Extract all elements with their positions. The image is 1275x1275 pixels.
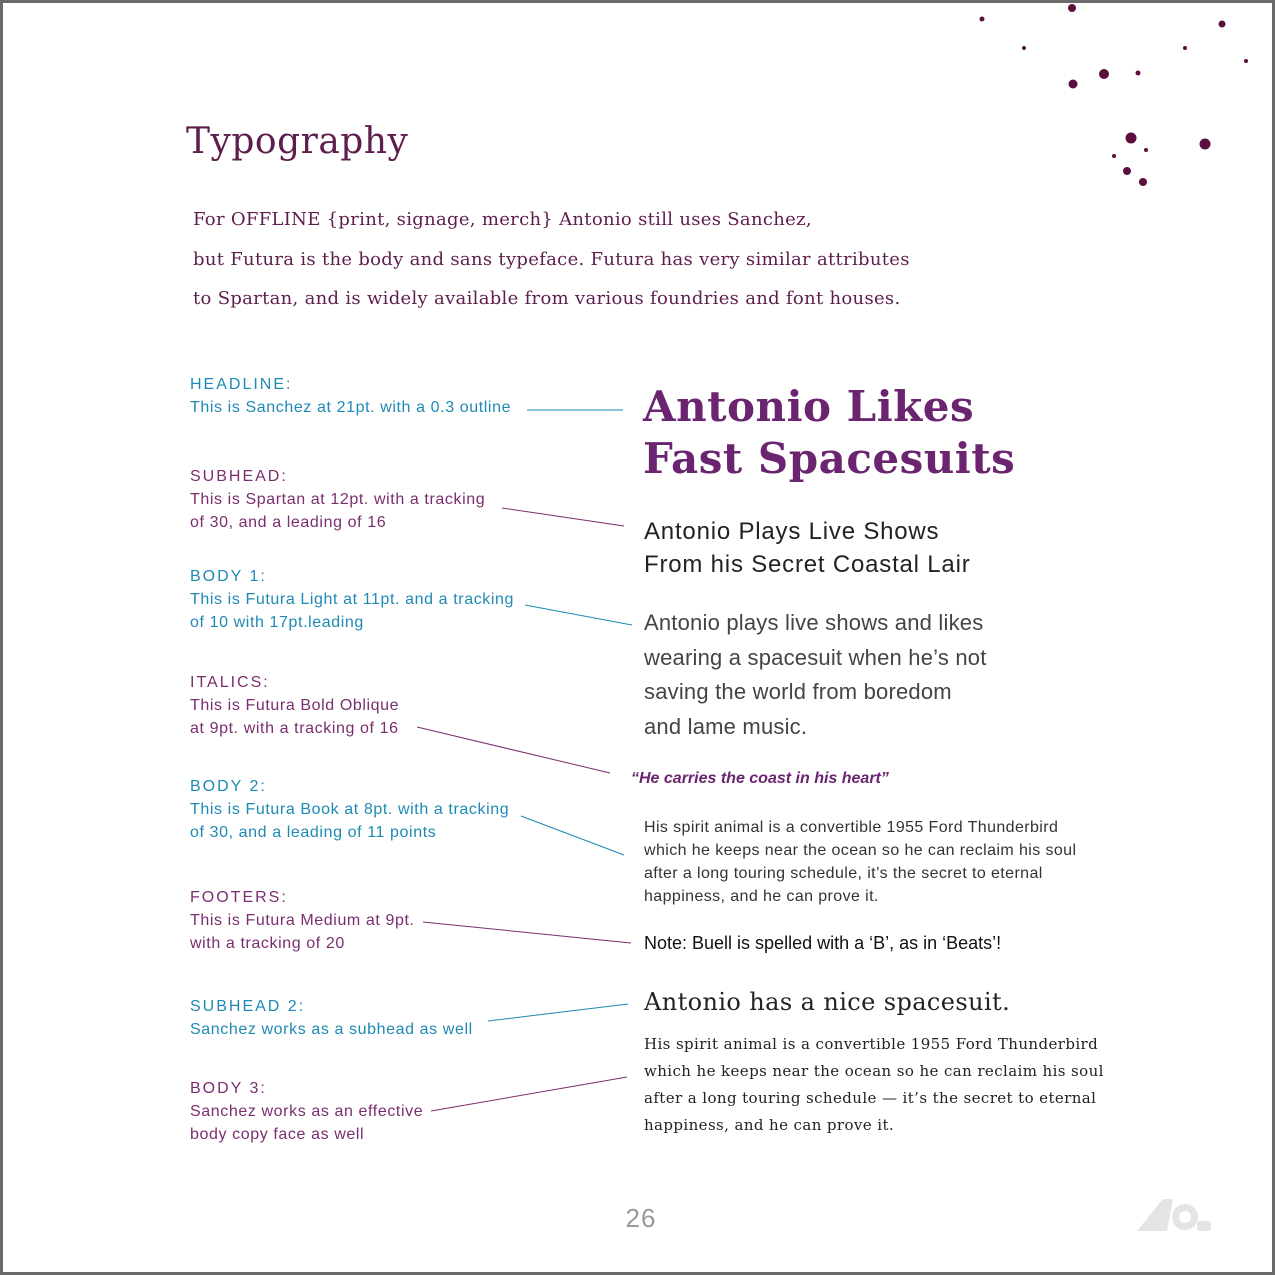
example-line: From his Secret Coastal Lair — [644, 551, 971, 578]
spec-heading: BODY 1: — [190, 568, 267, 585]
spec-line: of 30, and a leading of 11 points — [190, 824, 437, 841]
example-line: happiness, and he can prove it. — [644, 888, 879, 905]
example-line: and lame music. — [644, 713, 808, 739]
spec-line: This is Futura Book at 8pt. with a tracking — [190, 801, 510, 818]
page-title: Typography — [186, 121, 409, 162]
example-line: His spirit animal is a convertible 1955 Ford Thunderbird — [644, 819, 1059, 836]
spec-heading: BODY 2: — [190, 778, 267, 795]
example-line: His spirit animal is a convertible 1955 Ford Thunderbird — [644, 1035, 1099, 1053]
page-number: 26 — [625, 1203, 657, 1233]
spec-heading: ITALICS: — [190, 674, 270, 691]
spec-heading: SUBHEAD 2: — [190, 998, 306, 1015]
spec-body-1 — [190, 565, 514, 634]
example-line: saving the world from boredom — [644, 679, 952, 704]
example-subhead — [644, 515, 971, 581]
intro-line-3: to Spartan, and is widely available from various foundries and font houses. — [193, 288, 901, 309]
spec-heading: BODY 3: — [190, 1080, 267, 1097]
spec-line: of 10 with 17pt.leading — [190, 614, 364, 631]
example-line: wearing a spacesuit when he’s not — [644, 644, 987, 670]
spec-heading: HEADLINE: — [190, 376, 293, 393]
example-headline — [643, 381, 1015, 485]
spec-heading: FOOTERS: — [190, 889, 288, 906]
example-body-3 — [644, 1031, 1104, 1139]
example-line: Antonio plays live shows and likes — [644, 610, 984, 635]
example-line: Antonio Likes — [643, 382, 975, 431]
spec-line: with a tracking of 20 — [190, 935, 345, 952]
example-subhead-2: Antonio has a nice spacesuit. — [644, 988, 1011, 1016]
example-line: after a long touring schedule — it’s the secret to eternal — [644, 1089, 1097, 1107]
example-line: which he keeps near the ocean so he can reclaim his soul — [644, 842, 1077, 859]
example-line: which he keeps near the ocean so he can reclaim his soul — [644, 1062, 1104, 1080]
spec-body-3 — [190, 1077, 423, 1146]
spec-line: This is Futura Medium at 9pt. — [190, 912, 415, 929]
spec-subhead-2 — [190, 995, 473, 1041]
spec-line: This is Sanchez at 21pt. with a 0.3 outline — [190, 399, 512, 416]
example-footer: Note: Buell is spelled with a ‘B’, as in ‘Beats’! — [644, 933, 1002, 953]
example-line: Fast Spacesuits — [643, 434, 1016, 483]
intro-line-1: For OFFLINE {print, signage, merch} Antonio still uses Sanchez, — [193, 209, 812, 230]
spec-headline — [190, 373, 511, 419]
spec-line: body copy face as well — [190, 1126, 365, 1143]
example-line: Antonio Plays Live Shows — [644, 518, 940, 545]
spec-line: Sanchez works as an effective — [190, 1103, 424, 1120]
spec-line: at 9pt. with a tracking of 16 — [190, 720, 399, 737]
spec-line: This is Futura Bold Oblique — [190, 697, 400, 714]
example-line: after a long touring schedule, it’s the secret to eternal — [644, 865, 1043, 882]
example-italics: “He carries the coast in his heart” — [631, 770, 889, 787]
spec-line: This is Futura Light at 11pt. and a tracking — [190, 591, 515, 608]
example-body-2 — [644, 816, 1076, 908]
example-line: happiness, and he can prove it. — [644, 1116, 895, 1134]
brand-logo-icon — [1133, 1191, 1228, 1239]
spec-line: of 30, and a leading of 16 — [190, 514, 387, 531]
spec-line: This is Spartan at 12pt. with a tracking — [190, 491, 486, 508]
example-body-1 — [644, 606, 987, 744]
intro-line-2: but Futura is the body and sans typeface. Futura has very similar attributes — [193, 249, 910, 270]
spec-footers — [190, 886, 415, 955]
spec-heading: SUBHEAD: — [190, 468, 288, 485]
spec-italics — [190, 671, 399, 740]
spec-subhead — [190, 465, 485, 534]
spec-body-2 — [190, 775, 509, 844]
spec-line: Sanchez works as a subhead as well — [190, 1021, 473, 1038]
